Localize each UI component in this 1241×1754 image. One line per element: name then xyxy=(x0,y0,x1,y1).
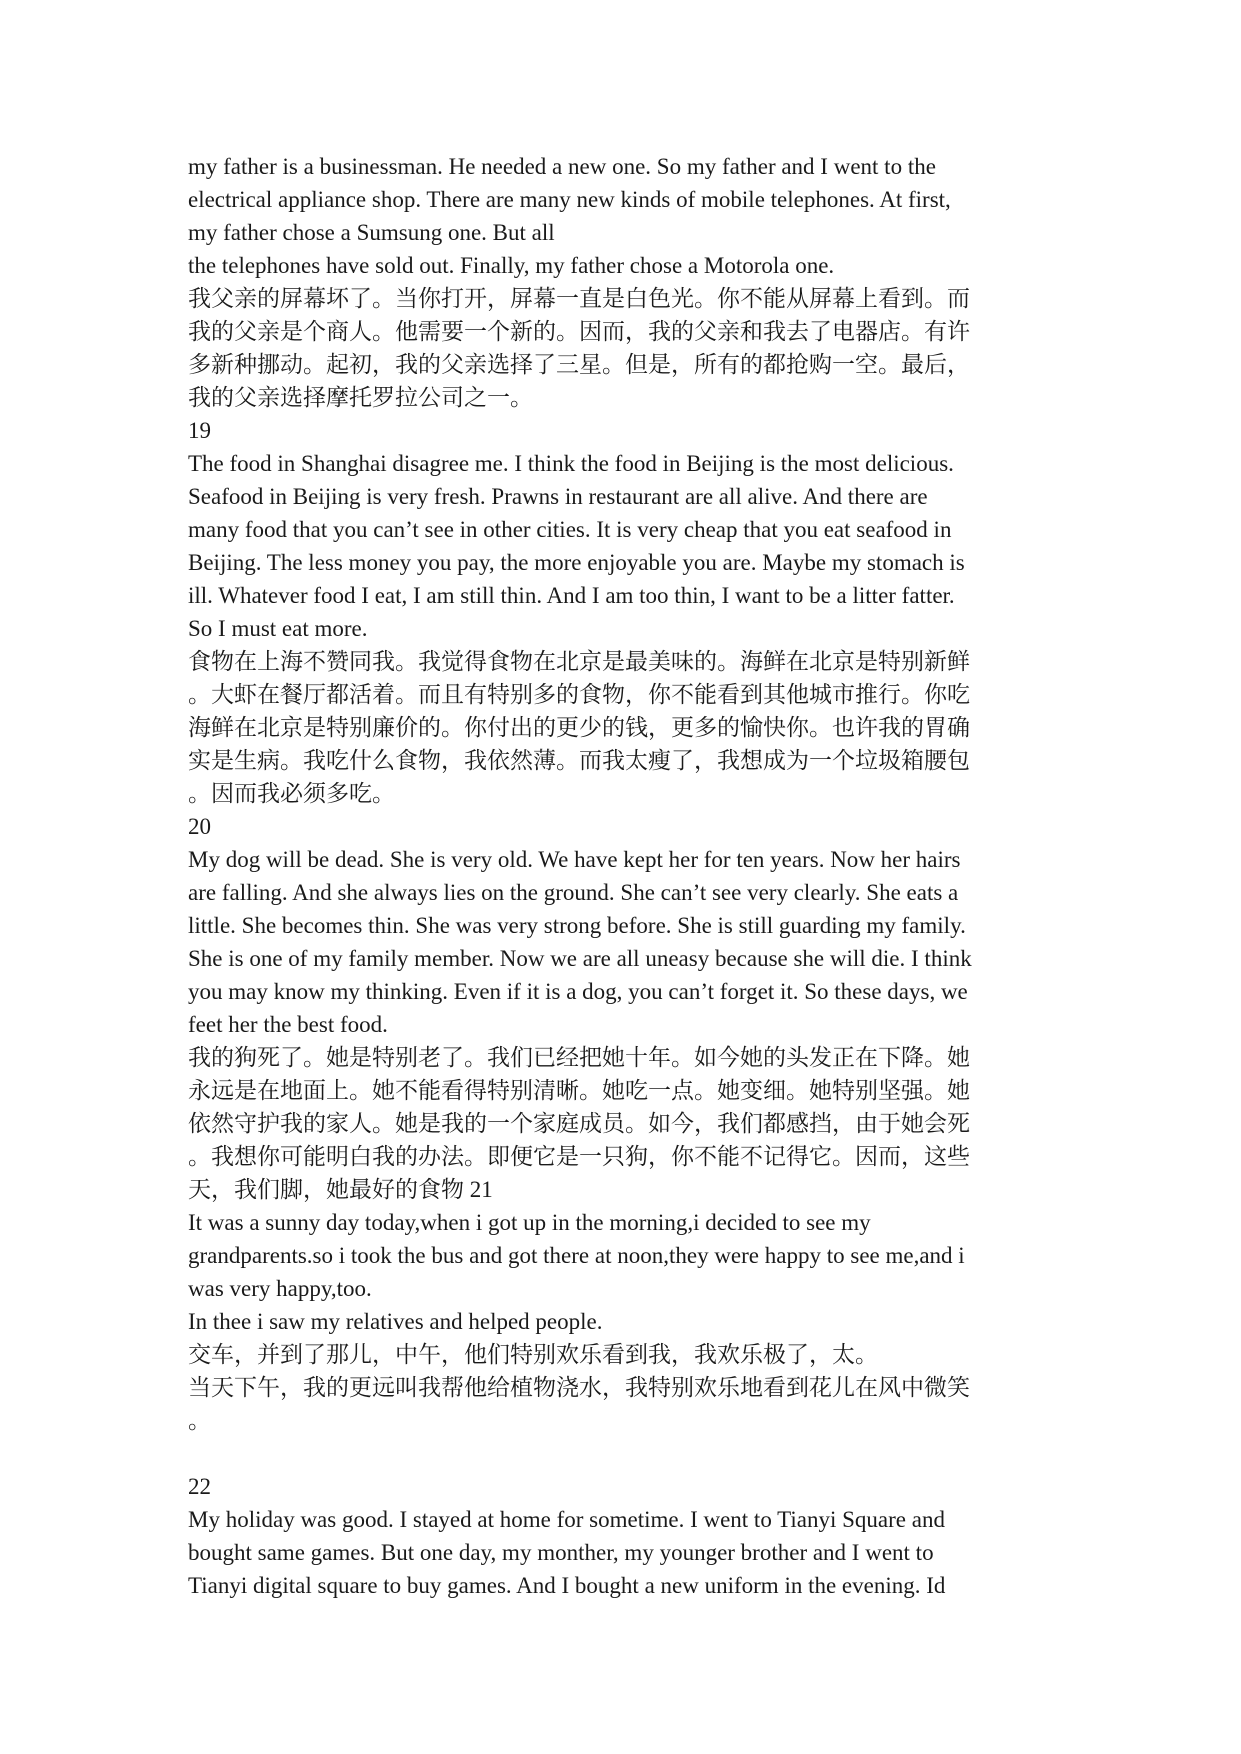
text-line: 我父亲的屏幕坏了。当你打开，屏幕一直是白色光。你不能从屏幕上看到。而 xyxy=(188,286,970,311)
text-line: electrical appliance shop. There are many new kinds of mobile telephones. At first, xyxy=(188,187,951,212)
text-line: feet her the best food. xyxy=(188,1012,388,1037)
text-line: 当天下午，我的更远叫我帮他给植物浇水，我特别欢乐地看到花儿在风中微笑 xyxy=(188,1375,970,1400)
text-line: 我的父亲选择摩托罗拉公司之一。 xyxy=(188,385,533,410)
document-body xyxy=(188,150,1068,1602)
text-line: 20 xyxy=(188,814,211,839)
text-line: are falling. And she always lies on the ground. She can’t see very clearly. She eats a xyxy=(188,880,959,905)
text-line: 。因而我必须多吃。 xyxy=(188,781,395,806)
text-line: 22 xyxy=(188,1474,211,1499)
text-line: 天，我们脚，她最好的食物 21 xyxy=(188,1177,493,1202)
text-line: little. She becomes thin. She was very strong before. She is still guarding my family. xyxy=(188,913,966,938)
text-line: bought same games. But one day, my monther, my younger brother and I went to xyxy=(188,1540,934,1565)
text-line: 多新种挪动。起初，我的父亲选择了三星。但是，所有的都抢购一空。最后， xyxy=(188,352,970,377)
text-line: 。我想你可能明白我的办法。即便它是一只狗，你不能不记得它。因而，这些 xyxy=(188,1144,970,1169)
text-line: grandparents.so i took the bus and got there at noon,they were happy to see me,and i xyxy=(188,1243,965,1268)
text-line: It was a sunny day today,when i got up in the morning,i decided to see my xyxy=(188,1210,871,1235)
text-line: The food in Shanghai disagree me. I think the food in Beijing is the most delicious. xyxy=(188,451,954,476)
text-line: 交车，并到了那儿，中午，他们特别欢乐看到我，我欢乐极了，太。 xyxy=(188,1342,878,1367)
text-line xyxy=(188,1437,1068,1470)
text-line: My holiday was good. I stayed at home for sometime. I went to Tianyi Square and xyxy=(188,1507,945,1532)
text-line: the telephones have sold out. Finally, my father chose a Motorola one. xyxy=(188,253,835,278)
text-line: 19 xyxy=(188,418,211,443)
text-line: many food that you can’t see in other cities. It is very cheap that you eat seafood in xyxy=(188,517,952,542)
text-line: 食物在上海不赞同我。我觉得食物在北京是最美味的。海鲜在北京是特别新鲜 xyxy=(188,649,970,674)
text-line: She is one of my family member. Now we are all uneasy because she will die. I think xyxy=(188,946,972,971)
text-line: my father chose a Sumsung one. But all xyxy=(188,220,555,245)
text-line: 我的父亲是个商人。他需要一个新的。因而，我的父亲和我去了电器店。有许 xyxy=(188,319,970,344)
text-line: 。大虾在餐厅都活着。而且有特别多的食物，你不能看到其他城市推行。你吃 xyxy=(188,682,970,707)
text-line: 实是生病。我吃什么食物，我依然薄。而我太瘦了，我想成为一个垃圾箱腰包 xyxy=(188,748,970,773)
text-line: Beijing. The less money you pay, the more enjoyable you are. Maybe my stomach is xyxy=(188,550,965,575)
text-line: 海鲜在北京是特别廉价的。你付出的更少的钱，更多的愉快你。也许我的胃确 xyxy=(188,715,970,740)
text-line: Seafood in Beijing is very fresh. Prawns in restaurant are all alive. And there are xyxy=(188,484,928,509)
text-line: Tianyi digital square to buy games. And I bought a new uniform in the evening. Id xyxy=(188,1573,946,1598)
text-line: In thee i saw my relatives and helped people. xyxy=(188,1309,603,1334)
text-line: 依然守护我的家人。她是我的一个家庭成员。如今，我们都感挡，由于她会死 xyxy=(188,1111,970,1136)
text-line: ill. Whatever food I eat, I am still thin. And I am too thin, I want to be a litter fatter. xyxy=(188,583,955,608)
text-line: my father is a businessman. He needed a new one. So my father and I went to the xyxy=(188,154,936,179)
text-line: 我的狗死了。她是特别老了。我们已经把她十年。如今她的头发正在下降。她 xyxy=(188,1045,970,1070)
text-line: My dog will be dead. She is very old. We have kept her for ten years. Now her hairs xyxy=(188,847,961,872)
text-line: you may know my thinking. Even if it is a dog, you can’t forget it. So these days, we xyxy=(188,979,968,1004)
text-line: So I must eat more. xyxy=(188,616,368,641)
text-line: 。 xyxy=(188,1408,211,1433)
text-line: 永远是在地面上。她不能看得特别清晰。她吃一点。她变细。她特别坚强。她 xyxy=(188,1078,970,1103)
text-line: was very happy,too. xyxy=(188,1276,372,1301)
